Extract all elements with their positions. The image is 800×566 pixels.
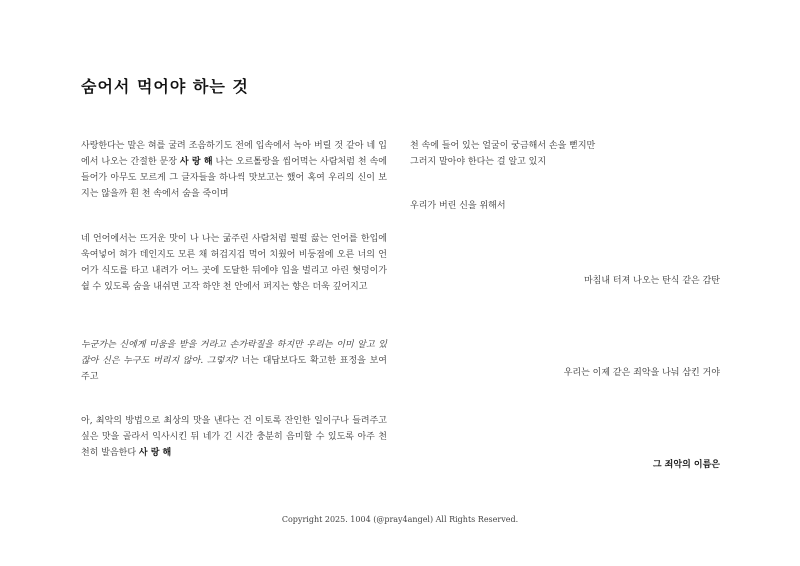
- paragraph-1-text-a: 사랑한다는 말은 혀를 굴려 조음하기도 전에 입속에서 녹아 버릴 것 같아 네 입에서 나오는 간절한 문장: [81, 141, 387, 167]
- copyright-notice: Copyright 2025. 1004 (@pray4angel) All Rights Reserved.: [281, 515, 519, 524]
- right-verse-final: 그 죄악의 이름은: [652, 460, 720, 470]
- right-verse-1: [410, 138, 720, 170]
- paragraph-2: 네 언어에서는 뜨거운 맛이 나 나는 굶주린 사람처럼 펄펄 끓는 언어를 한입에 욱여넣어 혀가 데인지도 모른 채 허겁지겁 먹어 치웠어 비둥점에 오른 너의 언어가 식도를 타고 내려가 어느 곳에 도달한 뒤에야 입을 벌리고 아린 혓덩이가 쉴 수 있도록 숨을 내쉬면 고작 하얀 천 안에서 퍼지는 향은 더욱 깊어지고: [81, 234, 387, 292]
- right-verse-1-line-2: 그러지 말아야 한다는 걸 알고 있지: [410, 157, 547, 167]
- paragraph-3: [81, 337, 387, 385]
- emphasis-saranghae-1: 사 랑 해: [179, 157, 213, 167]
- paragraph-4: [81, 413, 387, 461]
- right-verse-2: 우리가 버린 신을 위해서: [410, 201, 506, 211]
- right-verse-1-line-1: 천 속에 들어 있는 얼굴이 궁금해서 손을 뻗지만: [410, 141, 596, 151]
- right-verse-3: 마침내 터져 나오는 탄식 같은 감탄: [583, 276, 720, 286]
- paragraph-1-text-b: 나는 오르톨랑을 씹어먹는 사람처럼 천 속에 들어가 아무도 모르게 그 글자들을 하나씩 맛보고는 했어 혹여 우리의 신이 보지는 않을까 흰 천 속에서 숨을 죽이며: [81, 157, 387, 199]
- paragraph-3-rest: 너는 대답보다도 확고한 표정을 보여 주고: [81, 356, 387, 382]
- emphasis-saranghae-2: 사 랑 해: [138, 448, 172, 458]
- paragraph-4-text: 아, 최악의 방법으로 최상의 맛을 낸다는 건 이토록 잔인한 일이구나 들려주고 싶은 맛을 골라서 익사시킨 뒤 네가 긴 시간 충분히 음미할 수 있도록 아주 천천히 발음한다: [81, 416, 387, 458]
- paragraph-3-italic: 누군가는 신에게 미움을 받을 거라고 손가락질을 하지만 우리는 이미 알고 있잖아 신은 누구도 버리지 않아. 그렇지?: [81, 340, 387, 366]
- paragraph-1: [81, 138, 387, 202]
- poem-title: 숨어서 먹어야 하는 것: [81, 77, 249, 96]
- right-verse-4: 우리는 이제 같은 죄악을 나눠 삼킨 거야: [563, 368, 720, 378]
